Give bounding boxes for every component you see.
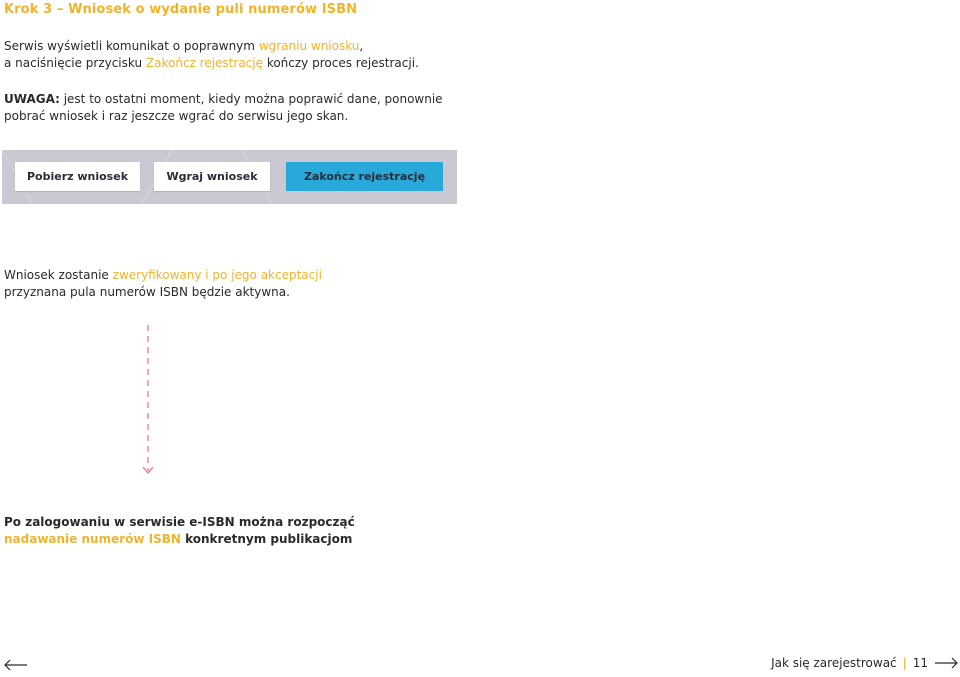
intro-highlight-upload: wgraniu wniosku [258,39,360,53]
page-number: 11 [912,656,928,670]
verification-paragraph [4,267,322,301]
final-text: konkretnym publikacjom [180,532,353,546]
warning-paragraph [4,91,474,125]
previous-page-link[interactable] [4,656,28,675]
final-paragraph [4,514,355,548]
footer-navigation [771,656,958,670]
intro-text: Serwis wyświetli komunikat o poprawnym [4,39,259,53]
final-text: Po zalogowaniu w serwisie e-ISBN można rozpocząć [4,515,355,529]
verification-highlight: zweryfikowany i po jego akceptacji [112,268,322,282]
buttons-screenshot-panel [2,150,457,204]
arrow-right-icon[interactable] [934,657,958,669]
intro-paragraph [4,38,419,72]
dashed-down-arrow-icon [140,325,156,479]
intro-highlight-finish: Zakończ rejestrację [145,56,263,70]
step-title: Krok 3 – Wniosek o wydanie puli numerów ISBN [4,2,358,17]
warning-label: UWAGA: [4,92,60,106]
final-highlight: nadawanie numerów ISBN [4,532,181,546]
arrow-left-icon [4,659,28,671]
finish-registration-button[interactable]: Zakończ rejestrację [286,162,443,191]
footer-section-title: Jak się zarejestrować [771,656,897,670]
upload-application-button[interactable]: Wgraj wniosek [154,162,270,191]
verification-text: Wniosek zostanie [4,268,113,282]
intro-text: a naciśnięcie przycisku [4,56,146,70]
warning-text: jest to ostatni moment, kiedy można poprawić dane, ponownie pobrać wniosek i raz jeszcze wgrać do serwisu jego skan. [4,92,443,123]
verification-text: przyznana pula numerów ISBN będzie aktywna. [4,285,290,299]
intro-text: , [359,39,364,53]
footer-separator: | [902,656,907,670]
intro-text: kończy proces rejestracji. [263,56,419,70]
download-application-button[interactable]: Pobierz wniosek [15,162,140,191]
